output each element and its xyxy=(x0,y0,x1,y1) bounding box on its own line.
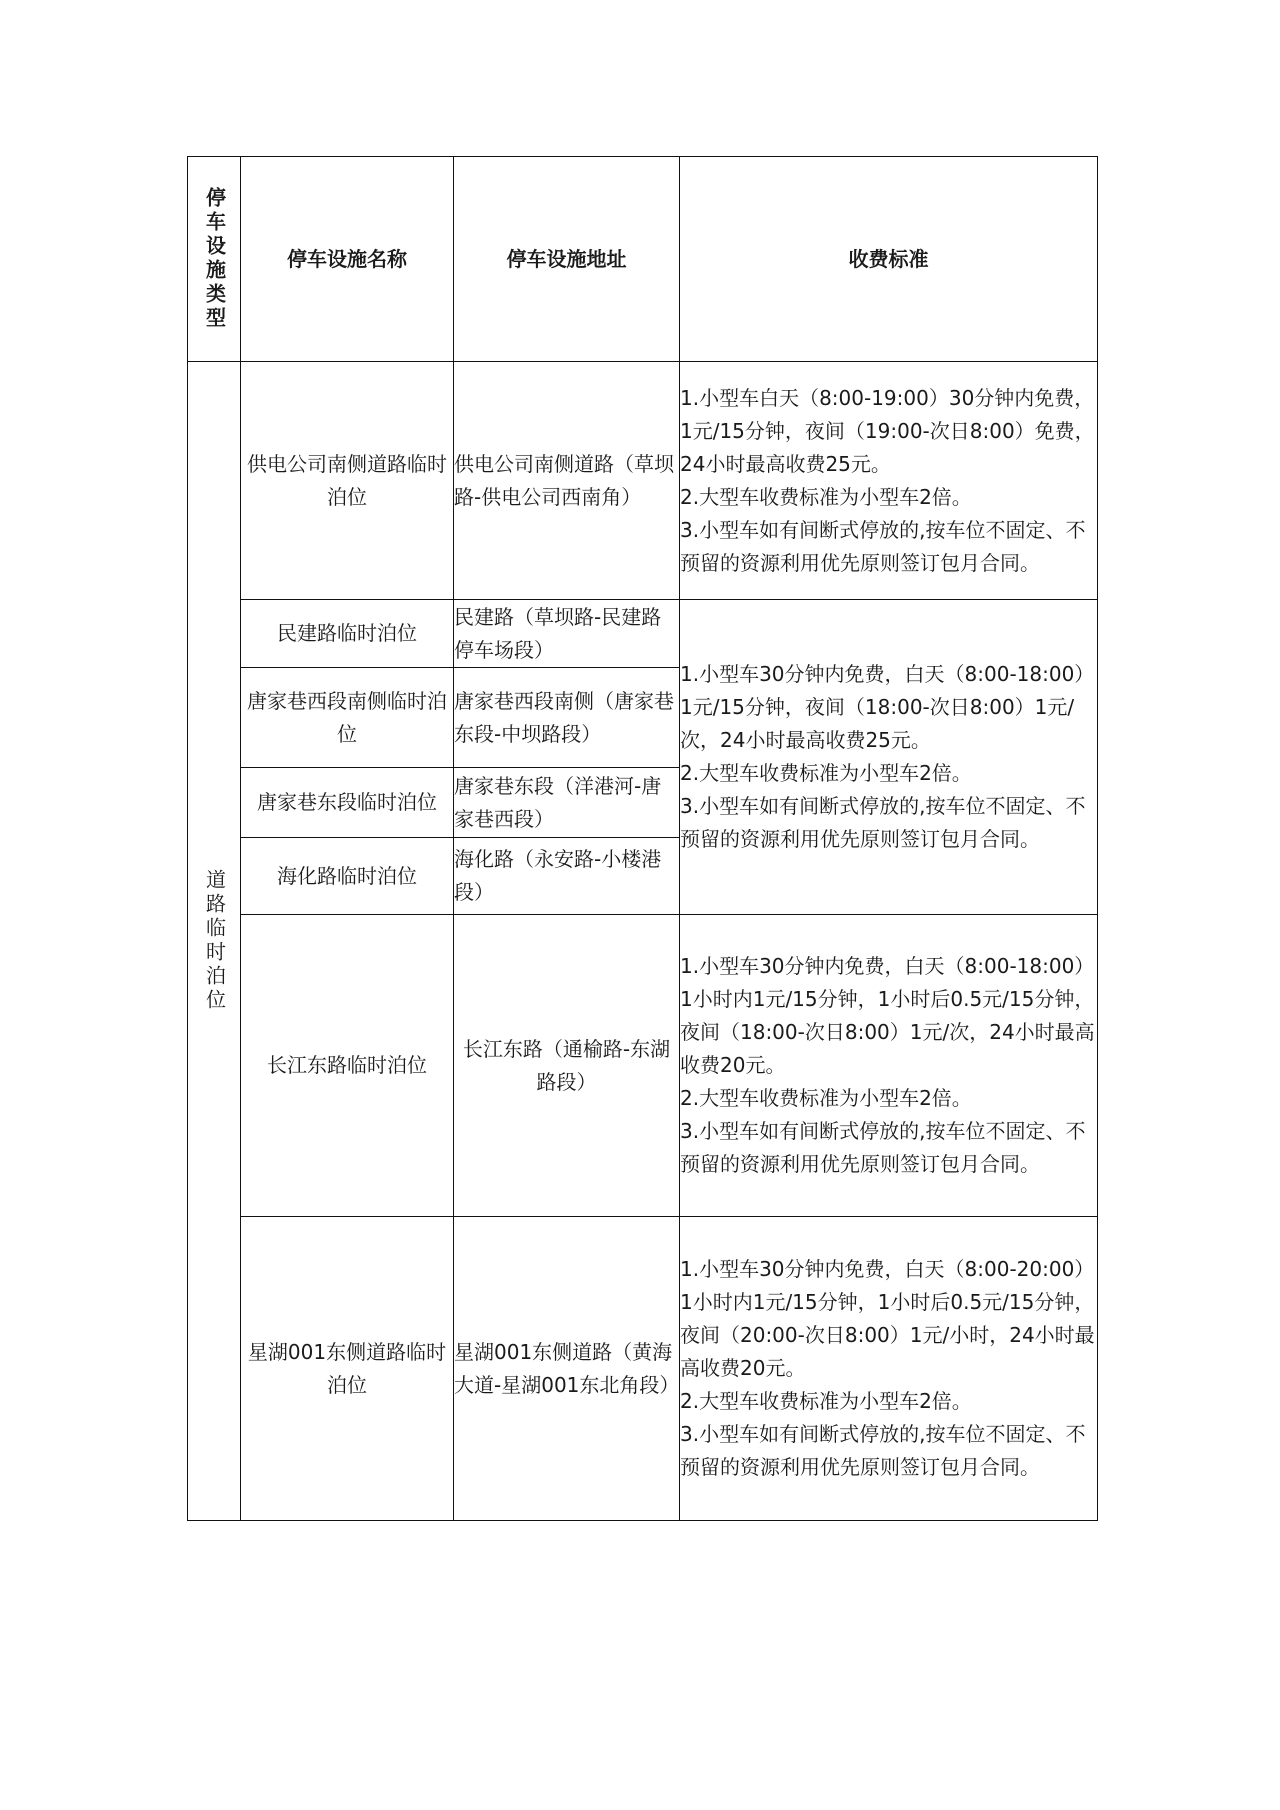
table-row xyxy=(188,362,1098,600)
fee-standard: 1.小型车30分钟内免费，白天（8:00-18:00）1小时内1元/15分钟，1小时后0.5元/15分钟，夜间（18:00-次日8:00）1元/次，24小时最高收费20元。 2.大型车收费标准为小型车2倍。 3.小型车如有间断式停放的,按车位不固定、不预留的资源利用优先原则签订包月合同。 xyxy=(680,915,1098,1217)
facility-name: 唐家巷西段南侧临时泊位 xyxy=(241,668,454,768)
header-fee: 收费标准 xyxy=(680,157,1098,362)
table-row xyxy=(188,600,1098,668)
header-name: 停车设施名称 xyxy=(241,157,454,362)
facility-name: 长江东路临时泊位 xyxy=(241,915,454,1217)
table-row xyxy=(188,1217,1098,1521)
parking-fee-table xyxy=(187,156,1098,1521)
facility-address: 长江东路（通榆路-东湖路段） xyxy=(454,915,680,1217)
category-cell: 道路临时泊位 xyxy=(188,362,241,1521)
header-row xyxy=(188,157,1098,362)
facility-name: 唐家巷东段临时泊位 xyxy=(241,768,454,838)
facility-address: 民建路（草坝路-民建路停车场段） xyxy=(454,600,680,668)
facility-address: 唐家巷东段（洋港河-唐家巷西段） xyxy=(454,768,680,838)
fee-standard: 1.小型车30分钟内免费，白天（8:00-18:00）1元/15分钟，夜间（18:00-次日8:00）1元/次，24小时最高收费25元。 2.大型车收费标准为小型车2倍。 3.小型车如有间断式停放的,按车位不固定、不预留的资源利用优先原则签订包月合同。 xyxy=(680,600,1098,915)
facility-name: 供电公司南侧道路临时泊位 xyxy=(241,362,454,600)
table-row xyxy=(188,915,1098,1217)
fee-standard: 1.小型车30分钟内免费，白天（8:00-20:00）1小时内1元/15分钟，1小时后0.5元/15分钟，夜间（20:00-次日8:00）1元/小时，24小时最高收费20元。 2.大型车收费标准为小型车2倍。 3.小型车如有间断式停放的,按车位不固定、不预留的资源利用优先原则签订包月合同。 xyxy=(680,1217,1098,1521)
facility-name: 海化路临时泊位 xyxy=(241,838,454,915)
facility-name: 星湖001东侧道路临时泊位 xyxy=(241,1217,454,1521)
facility-name: 民建路临时泊位 xyxy=(241,600,454,668)
header-address: 停车设施地址 xyxy=(454,157,680,362)
facility-address: 星湖001东侧道路（黄海大道-星湖001东北角段） xyxy=(454,1217,680,1521)
facility-address: 供电公司南侧道路（草坝路-供电公司西南角） xyxy=(454,362,680,600)
header-type: 停车设施类型 xyxy=(188,157,241,362)
fee-standard: 1.小型车白天（8:00-19:00）30分钟内免费，1元/15分钟，夜间（19:00-次日8:00）免费，24小时最高收费25元。 2.大型车收费标准为小型车2倍。 3.小型车如有间断式停放的,按车位不固定、不预留的资源利用优先原则签订包月合同。 xyxy=(680,362,1098,600)
facility-address: 海化路（永安路-小楼港段） xyxy=(454,838,680,915)
facility-address: 唐家巷西段南侧（唐家巷东段-中坝路段） xyxy=(454,668,680,768)
